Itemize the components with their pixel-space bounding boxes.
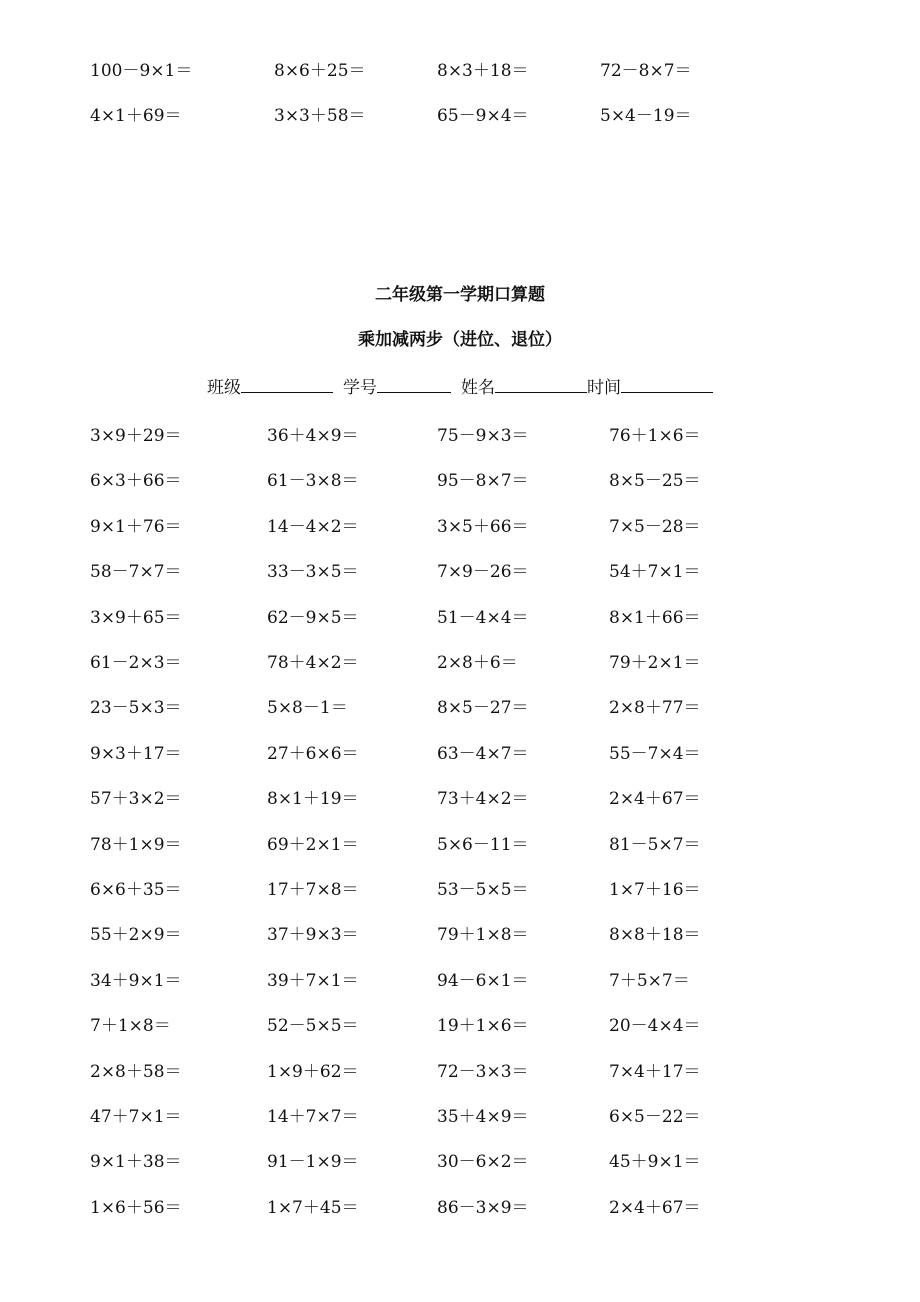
problem-row [0, 920, 920, 950]
problem-row [0, 1057, 920, 1087]
name-label: 姓名 [461, 378, 495, 398]
problem-row [0, 512, 920, 542]
student-info-row [0, 373, 920, 403]
problem: 23－5×3＝ [90, 698, 182, 719]
problem: 19＋1×6＝ [437, 1016, 529, 1037]
problem: 7×4＋17＝ [609, 1061, 701, 1082]
problem: 17＋7×8＝ [267, 880, 359, 900]
problem: 51－4×4＝ [437, 607, 529, 628]
problem: 14－4×2＝ [267, 516, 359, 537]
problem: 3×5＋66＝ [437, 516, 529, 537]
problem: 3×9＋65＝ [90, 607, 182, 628]
problem: 91－1×9＝ [267, 1152, 359, 1173]
problem: 47＋7×1＝ [90, 1107, 182, 1127]
problem: 8×6＋25＝ [274, 61, 366, 81]
problem: 7×5－28＝ [609, 516, 701, 537]
problem: 2×8＋77＝ [609, 698, 701, 719]
problem: 6×3＋66＝ [90, 471, 182, 492]
problem-row [0, 648, 920, 678]
problem: 72－8×7＝ [600, 61, 692, 81]
problem: 54＋7×1＝ [609, 562, 701, 583]
problem: 78＋1×9＝ [90, 834, 182, 855]
problem: 39＋7×1＝ [267, 970, 359, 991]
problem: 2×8＋58＝ [90, 1061, 182, 1082]
name-blank[interactable] [495, 391, 587, 393]
problem: 100－9×1＝ [90, 61, 193, 81]
problem: 14＋7×7＝ [267, 1107, 359, 1127]
student-no-blank[interactable] [377, 391, 451, 393]
problem-row [0, 101, 920, 131]
problem-row [0, 466, 920, 496]
problem: 6×6＋35＝ [90, 880, 182, 900]
problem: 52－5×5＝ [267, 1016, 359, 1037]
problem: 61－3×8＝ [267, 471, 359, 492]
problem: 7＋5×7＝ [609, 970, 690, 991]
problem: 3×3＋58＝ [274, 106, 366, 126]
problem: 65－9×4＝ [437, 106, 529, 126]
problem: 58－7×7＝ [90, 562, 182, 583]
problem: 8×5－25＝ [609, 471, 701, 492]
problem-row [0, 421, 920, 451]
problem: 78＋4×2＝ [267, 653, 359, 673]
problem-row [0, 56, 920, 86]
problem: 8×1＋66＝ [609, 607, 701, 628]
problem: 37＋9×3＝ [267, 925, 359, 946]
problem: 35＋4×9＝ [437, 1107, 529, 1127]
problem: 8×5－27＝ [437, 698, 529, 719]
time-blank[interactable] [621, 391, 713, 393]
problem: 6×5－22＝ [609, 1107, 701, 1127]
problem: 45＋9×1＝ [609, 1152, 701, 1173]
problem: 55－7×4＝ [609, 743, 701, 764]
problem: 72－3×3＝ [437, 1061, 529, 1082]
student-no-label: 学号 [343, 378, 377, 398]
problem: 30－6×2＝ [437, 1152, 529, 1173]
problem: 1×6＋56＝ [90, 1197, 182, 1218]
problem: 3×9＋29＝ [90, 426, 182, 446]
worksheet-subtitle: 乘加减两步（进位、退位） [358, 330, 562, 350]
problem: 61－2×3＝ [90, 653, 182, 673]
problem-row [0, 693, 920, 723]
problem: 86－3×9＝ [437, 1197, 529, 1218]
problem: 5×4－19＝ [600, 106, 692, 126]
problem: 5×8－1＝ [267, 698, 348, 719]
problem-row [0, 875, 920, 905]
problem: 57＋3×2＝ [90, 789, 182, 810]
problem: 5×6－11＝ [437, 834, 529, 855]
problem-row [0, 1102, 920, 1132]
problem: 20－4×4＝ [609, 1016, 701, 1037]
problem: 9×1＋76＝ [90, 516, 182, 537]
problem: 94－6×1＝ [437, 970, 529, 991]
worksheet-title: 二年级第一学期口算题 [375, 285, 545, 305]
problem: 69＋2×1＝ [267, 834, 359, 855]
problem: 63－4×7＝ [437, 743, 529, 764]
problem: 7×9－26＝ [437, 562, 529, 583]
problem-row [0, 966, 920, 996]
problem: 79＋1×8＝ [437, 925, 529, 946]
problem: 8×8＋18＝ [609, 925, 701, 946]
problem: 79＋2×1＝ [609, 653, 701, 673]
problem: 2×4＋67＝ [609, 789, 701, 810]
problem-row [0, 557, 920, 587]
problem: 8×3＋18＝ [437, 61, 529, 81]
problem: 1×7＋16＝ [609, 880, 701, 900]
problem-row [0, 1011, 920, 1041]
problem: 9×1＋38＝ [90, 1152, 182, 1173]
problem: 81－5×7＝ [609, 834, 701, 855]
problem: 53－5×5＝ [437, 880, 529, 900]
problem: 9×3＋17＝ [90, 743, 182, 764]
problem-row [0, 1147, 920, 1177]
problem: 76＋1×6＝ [609, 426, 701, 446]
problem: 2×4＋67＝ [609, 1197, 701, 1218]
problem: 73＋4×2＝ [437, 789, 529, 810]
problem: 4×1＋69＝ [90, 106, 182, 126]
problem: 36＋4×9＝ [267, 426, 359, 446]
problem: 62－9×5＝ [267, 607, 359, 628]
problem-row [0, 603, 920, 633]
problem-row [0, 830, 920, 860]
problem: 2×8＋6＝ [437, 653, 518, 673]
problem: 1×7＋45＝ [267, 1197, 359, 1218]
problem-row [0, 739, 920, 769]
problem: 8×1＋19＝ [267, 789, 359, 810]
problem: 27＋6×6＝ [267, 743, 359, 764]
problem: 33－3×5＝ [267, 562, 359, 583]
class-label: 班级 [207, 378, 241, 398]
problem: 75－9×3＝ [437, 426, 529, 446]
problem: 95－8×7＝ [437, 471, 529, 492]
problem: 34＋9×1＝ [90, 970, 182, 991]
problem: 1×9＋62＝ [267, 1061, 359, 1082]
problem: 7＋1×8＝ [90, 1016, 171, 1037]
time-label: 时间 [587, 378, 621, 398]
problem-row [0, 1193, 920, 1223]
problem: 55＋2×9＝ [90, 925, 182, 946]
class-blank[interactable] [241, 391, 333, 393]
problem-row [0, 784, 920, 814]
